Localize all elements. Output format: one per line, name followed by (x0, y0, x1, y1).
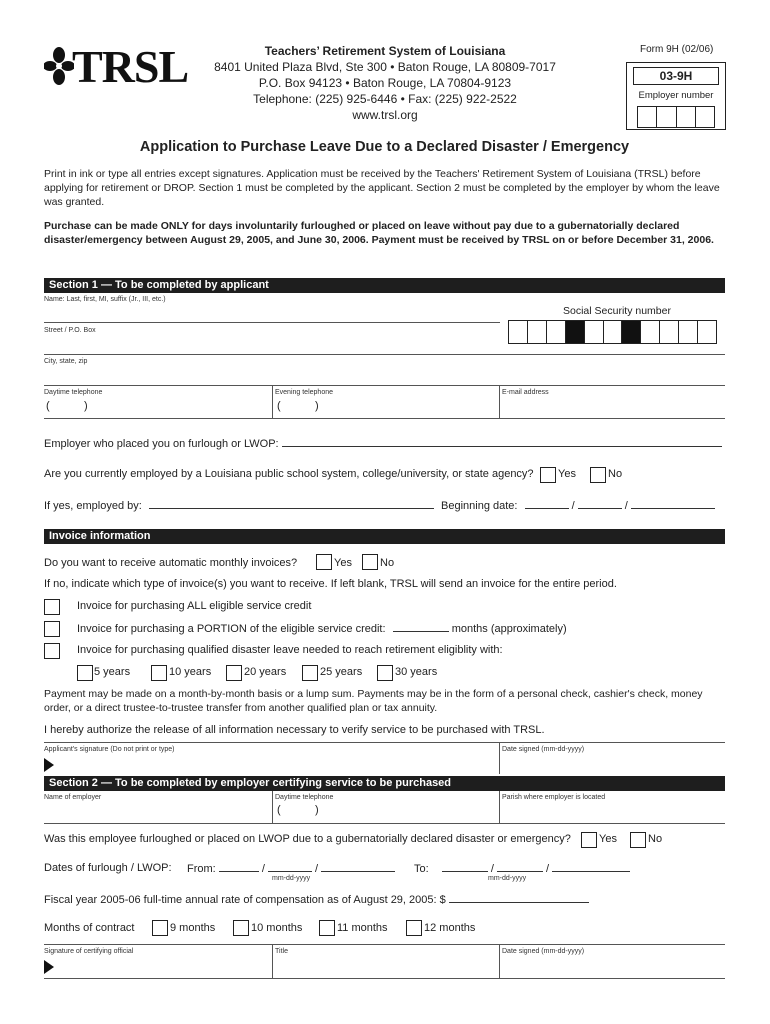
months-9-label: 9 months (170, 922, 216, 934)
months-11-label: 11 months (337, 922, 388, 934)
invoice-portion-label: Invoice for purchasing a PORTION of the eligible service credit: (77, 623, 386, 635)
employed-yes-checkbox[interactable] (540, 467, 556, 483)
beginning-day-input[interactable] (578, 499, 622, 509)
logo-text: TRSL (72, 41, 189, 92)
form-number: Form 9H (02/06) (640, 44, 714, 55)
employed-no-checkbox[interactable] (590, 467, 606, 483)
from-label: From: (187, 863, 216, 875)
to-date-format: mm-dd-yyyy (488, 875, 527, 882)
to-month-input[interactable] (442, 862, 488, 872)
parish-input[interactable] (502, 804, 725, 822)
eve-phone-input[interactable]: ( ) (277, 400, 319, 412)
beginning-date-label: Beginning date: (441, 500, 518, 512)
authorize-text: I hereby authorize the release of all information necessary to verify service to be purchased with TRSL. (44, 724, 545, 736)
employed-question: Are you currently employed by a Louisiana public school system, college/university, or state agency? (44, 468, 534, 480)
invoice-qualified-label: Invoice for purchasing qualified disaster leave needed to reach retirement eligiblity with: (77, 644, 503, 656)
city-input[interactable] (44, 356, 725, 385)
invoice-portion-checkbox[interactable] (44, 621, 60, 637)
applicant-signature-label: Applicant's signature (Do not print or type) (44, 746, 175, 753)
monthly-invoice-question: Do you want to receive automatic monthly invoices? (44, 557, 298, 569)
employer-name-input[interactable] (44, 804, 272, 822)
months-9-checkbox[interactable] (152, 920, 168, 936)
years-25-label: 25 years (320, 666, 363, 678)
if-no-text: If no, indicate which type of invoice(s) you want to receive. If left blank, TRSL will send an invoice for the entire period. (44, 578, 617, 590)
beginning-date-row: Beginning date: / / (441, 499, 715, 512)
months-10-label: 10 months (251, 922, 303, 934)
beginning-year-input[interactable] (631, 499, 715, 509)
form-code: 03-9H (633, 67, 719, 85)
employer-number-label: Employer number (638, 90, 714, 101)
monthly-yes-label: Yes (334, 557, 352, 569)
notice-text: Purchase can be made ONLY for days involuntarily furloughed or placed on leave without pay due to a gubernatorially declared disaster/emergency between August 29, 2005, and June 30, 2006. Payment must be received by TRSL on or before December 31, 2006. (44, 220, 714, 246)
payment-text: Payment may be made on a month-by-month basis or a lump sum. Payments may be in the form of a personal check, cashier's check, money order, or a direct trustee-to-trustee transfer from another qualified plan or tax annuity. (44, 688, 703, 714)
years-10-label: 10 years (169, 666, 212, 678)
compensation-input[interactable] (449, 893, 589, 903)
ssn-input[interactable] (508, 320, 717, 344)
monthly-no-label: No (380, 557, 395, 569)
fiscal-row (44, 893, 589, 906)
certifying-date-input[interactable] (502, 957, 725, 977)
furlough-question: Was this employee furloughed or placed on LWOP due to a gubernatorially declared disaster or emergency? (44, 833, 571, 845)
eve-phone-label: Evening telephone (275, 389, 333, 396)
to-day-input[interactable] (497, 862, 543, 872)
invoice-heading: Invoice information (44, 529, 725, 544)
org-address-1: 8401 United Plaza Blvd, Ste 300 • Baton Rouge, LA 80809-7017 (214, 60, 556, 74)
from-day-input[interactable] (268, 862, 312, 872)
org-address-2: P.O. Box 94123 • Baton Rouge, LA 70804-9123 (258, 76, 512, 90)
years-5-label: 5 years (94, 666, 131, 678)
intro-text: Print in ink or type all entries except signatures. Application must be received by the Teachers' Retirement System of Louisiana (TRSL) before applying for retirement or DROP. Section 1 must be completed by the applicant. Section 2 must be completed by the employer by whom the leave was granted. (44, 168, 720, 208)
furlough-no-label: No (648, 833, 663, 845)
name-input[interactable] (44, 294, 500, 322)
ssn-label: Social Security number (563, 305, 671, 317)
employer-number-box (626, 62, 726, 130)
name-label: Name: Last, first, MI, suffix (Jr., III, etc.) (44, 296, 166, 303)
employer-phone-input[interactable]: ( ) (277, 804, 319, 816)
certifying-title-input[interactable] (275, 957, 499, 977)
dates-furlough-label: Dates of furlough / LWOP: (44, 862, 172, 874)
email-label: E-mail address (502, 389, 549, 396)
certifying-signature-label: Signature of certifying official (44, 948, 134, 955)
months-contract-label: Months of contract (44, 922, 135, 934)
to-label: To: (414, 863, 429, 875)
years-20-label: 20 years (244, 666, 287, 678)
months-12-checkbox[interactable] (406, 920, 422, 936)
to-date-row: To: / / (414, 862, 630, 875)
street-input[interactable] (44, 325, 500, 354)
street-label: Street / P.O. Box (44, 327, 96, 334)
invoice-all-checkbox[interactable] (44, 599, 60, 615)
to-year-input[interactable] (552, 862, 630, 872)
employed-yes-label: Yes (558, 468, 576, 480)
org-name: Teachers’ Retirement System of Louisiana (264, 44, 506, 58)
years-20-checkbox[interactable] (226, 665, 242, 681)
certifying-signature-arrow-icon (44, 960, 54, 974)
section1-heading: Section 1 — To be completed by applicant (44, 278, 725, 293)
org-phone: Telephone: (225) 925-6446 • Fax: (225) 922-2522 (253, 92, 517, 106)
day-phone-input[interactable]: ( ) (46, 400, 88, 412)
employer-furlough-input[interactable] (282, 437, 722, 447)
applicant-signature-input[interactable] (58, 755, 498, 774)
trsl-logo-mark-icon (44, 46, 74, 86)
trsl-logo (44, 41, 194, 92)
months-12-label: 12 months (424, 922, 476, 934)
furlough-yes-label: Yes (599, 833, 617, 845)
section2-heading: Section 2 — To be completed by employer certifying service to be purchased (44, 776, 725, 791)
certifying-title-label: Title (275, 948, 288, 955)
page-title: Application to Purchase Leave Due to a Declared Disaster / Emergency (139, 139, 630, 155)
employed-no-label: No (608, 468, 623, 480)
email-input[interactable] (502, 400, 725, 417)
years-10-checkbox[interactable] (151, 665, 167, 681)
from-year-input[interactable] (321, 862, 395, 872)
employer-phone-label: Daytime telephone (275, 794, 334, 801)
applicant-date-label: Date signed (mm-dd-yyyy) (502, 746, 585, 753)
from-date-row: From: / / (187, 862, 395, 875)
org-header (200, 43, 570, 123)
monthly-no-checkbox[interactable] (362, 554, 378, 570)
portion-months-input[interactable] (393, 622, 449, 632)
city-label: City, state, zip (44, 358, 88, 365)
months-10-checkbox[interactable] (233, 920, 249, 936)
employer-name-label: Name of employer (44, 794, 102, 801)
applicant-date-input[interactable] (502, 755, 725, 774)
months-approx-label: months (approximately) (451, 623, 567, 635)
employed-by-label: If yes, employed by: (44, 500, 142, 512)
fiscal-label: Fiscal year 2005-06 full-time annual rate of compensation as of August 29, 2005: $ (44, 894, 446, 906)
employer-furlough-row (44, 437, 722, 450)
day-phone-label: Daytime telephone (44, 389, 103, 396)
parish-label: Parish where employer is located (502, 794, 606, 801)
beginning-month-input[interactable] (525, 499, 569, 509)
employed-by-row (44, 499, 434, 512)
invoice-all-label: Invoice for purchasing ALL eligible service credit (77, 600, 312, 612)
employer-furlough-question: Employer who placed you on furlough or LWOP: (44, 438, 279, 450)
years-30-label: 30 years (395, 666, 438, 678)
months-11-checkbox[interactable] (319, 920, 335, 936)
certifying-signature-input[interactable] (58, 957, 271, 977)
employer-number-input[interactable] (637, 106, 715, 128)
from-date-format: mm-dd-yyyy (272, 875, 311, 882)
employed-by-input[interactable] (149, 499, 434, 509)
certifying-date-label: Date signed (mm-dd-yyyy) (502, 948, 585, 955)
years-25-checkbox[interactable] (302, 665, 318, 681)
invoice-portion-row (77, 622, 567, 635)
from-month-input[interactable] (219, 862, 259, 872)
invoice-qualified-checkbox[interactable] (44, 643, 60, 659)
signature-arrow-icon (44, 758, 54, 772)
years-30-checkbox[interactable] (377, 665, 393, 681)
org-website: www.trsl.org (352, 108, 418, 122)
furlough-no-checkbox[interactable] (630, 832, 646, 848)
furlough-yes-checkbox[interactable] (581, 832, 597, 848)
years-5-checkbox[interactable] (77, 665, 93, 681)
monthly-yes-checkbox[interactable] (316, 554, 332, 570)
